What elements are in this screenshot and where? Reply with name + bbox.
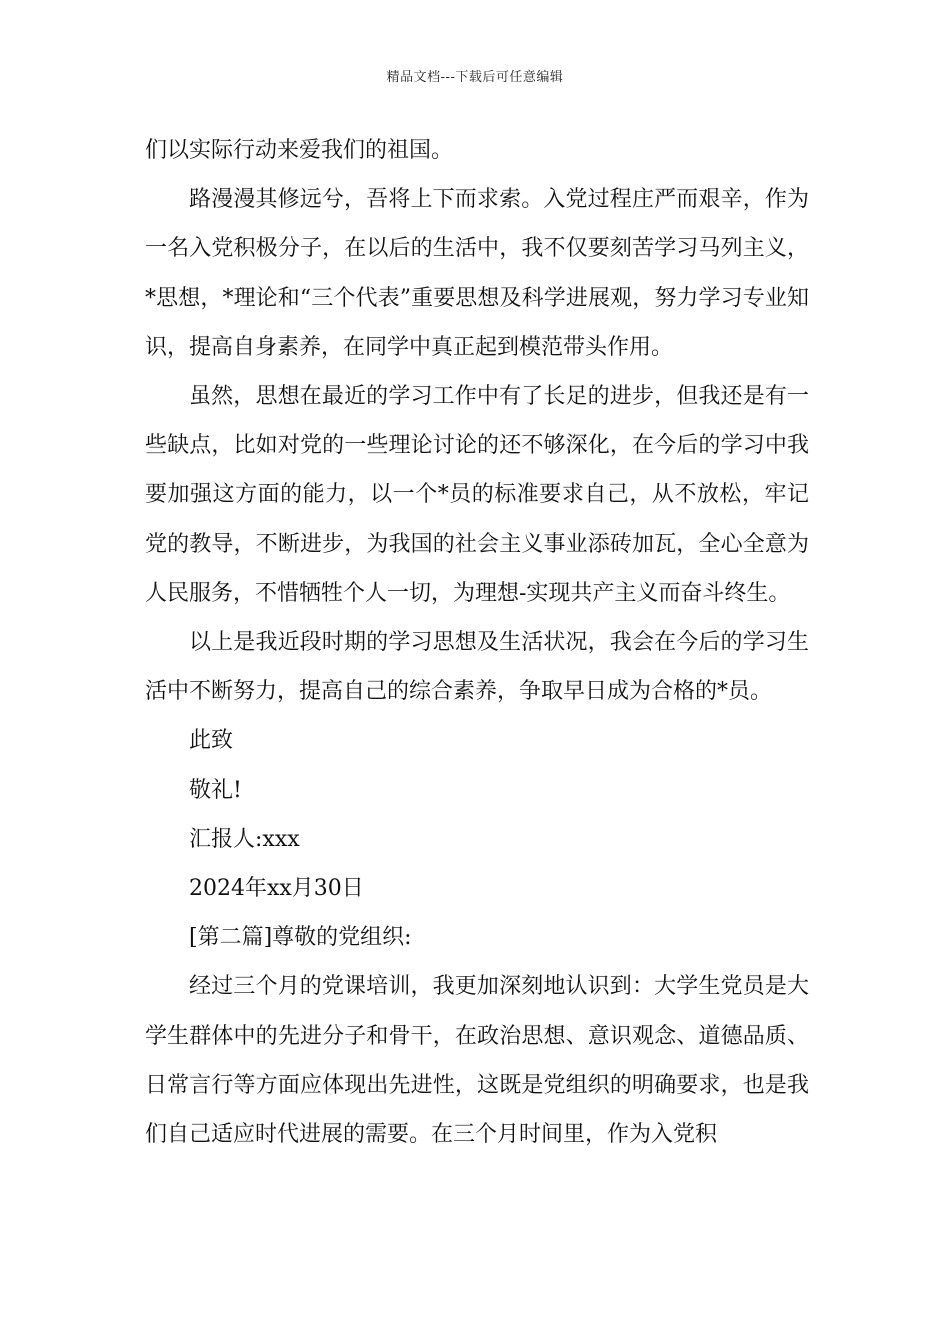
paragraph-pursuit: 路漫漫其修远兮，吾将上下而求索。入党过程庄严而艰辛，作为一名入党积极分子，在以后的生活中，我不仅要刻苦学习马列主义，*思想，*理论和“三个代表”重要思想及科学进展观，努力学习专业知识，提高自身素养，在同学中真正起到模范带头作用。 [145,187,809,360]
closing-salutation: 此致 [189,728,234,754]
paragraph-continuation: 们以实际行动来爱我们的祖国。 [145,138,454,163]
page-header: 精品文档---下载后可任意编辑 [386,70,564,85]
second-article-heading: [第二篇]尊敬的党组织: [189,925,412,951]
paragraph-summary: 以上是我近段时期的学习思想及生活状况，我会在今后的学习生活中不断努力，提高自己的综合素养，争取早日成为合格的*员。 [145,630,809,705]
closing-regards: 敬礼! [189,777,242,803]
document-body [145,126,809,1159]
reporter-signature: 汇报人:xxx [189,826,300,852]
report-date: 2024年xx月30日 [189,876,364,902]
paragraph-training: 经过三个月的党课培训，我更加深刻地认识到：大学生党员是大学生群体中的先进分子和骨干，在政治思想、意识观念、道德品质、日常言行等方面应体现出先进性，这既是党组织的明确要求，也是我们自己适应时代进展的需要。在三个月时间里，作为入党积 [145,974,809,1148]
paragraph-shortcomings: 虽然，思想在最近的学习工作中有了长足的进步，但我还是有一些缺点，比如对党的一些理论讨论的还不够深化，在今后的学习中我要加强这方面的能力，以一个*员的标准要求自己，从不放松，牢记党的教导，不断进步，为我国的社会主义事业添砖加瓦，全心全意为人民服务，不惜牺牲个人一切，为理想-实现共产主义而奋斗终生。 [145,384,809,606]
